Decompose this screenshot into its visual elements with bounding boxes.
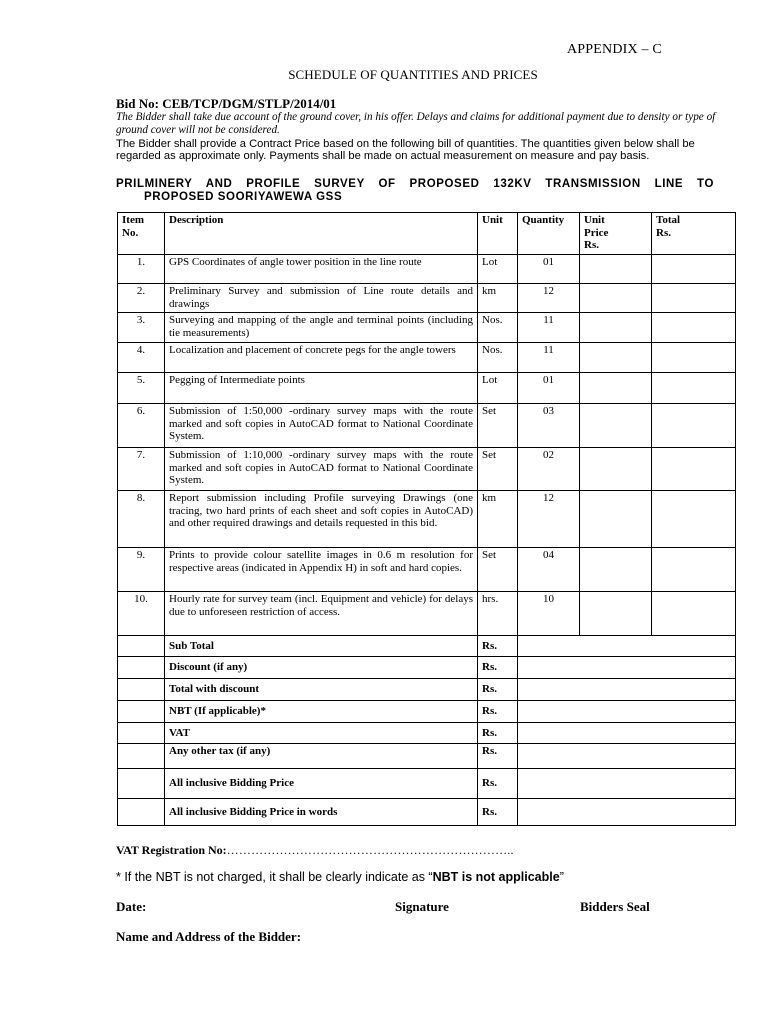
table-row	[118, 548, 736, 592]
appendix-label: APPENDIX – C	[567, 42, 662, 57]
section-heading-line1: PRILMINERY AND PROFILE SURVEY OF PROPOSED 132KV TRANSMISSION LINE TO	[116, 178, 714, 190]
item-unit: Lot	[478, 373, 518, 404]
item-number: 2.	[118, 284, 165, 313]
unit-price-cell[interactable]	[580, 491, 652, 548]
contract-price-instruction: The Bidder shall provide a Contract Price based on the following bill of quantities. The quantities given below shall be regarded as approximate only. Payments shall be made on actual measurement on measure and pay basis.	[116, 138, 695, 162]
summary-label: All inclusive Bidding Price	[165, 769, 478, 799]
summary-amount-cell[interactable]	[518, 679, 736, 701]
item-number: 10.	[118, 592, 165, 636]
summary-spacer	[118, 657, 165, 679]
summary-currency: Rs.	[478, 701, 518, 723]
table-row	[118, 491, 736, 548]
vat-registration-label: VAT Registration No:	[116, 843, 227, 857]
unit-price-cell[interactable]	[580, 404, 652, 448]
item-number: 1.	[118, 255, 165, 284]
bidder-name-address-label: Name and Address of the Bidder:	[116, 929, 302, 944]
summary-label: NBT (If applicable)*	[165, 701, 478, 723]
item-description: Localization and placement of concrete pegs for the angle towers	[165, 343, 478, 373]
item-unit: Set	[478, 404, 518, 448]
summary-label: All inclusive Bidding Price in words	[165, 799, 478, 826]
item-description: Prints to provide colour satellite images in 0.6 m resolution for respective areas (indicated in Appendix H) in soft and hard copies.	[165, 548, 478, 592]
item-unit: km	[478, 284, 518, 313]
summary-amount-cell[interactable]	[518, 799, 736, 826]
item-quantity: 11	[518, 343, 580, 373]
item-quantity: 03	[518, 404, 580, 448]
summary-label: Discount (if any)	[165, 657, 478, 679]
summary-amount-cell[interactable]	[518, 769, 736, 799]
header-unit-price: Unit Price Rs.	[580, 213, 652, 255]
ground-cover-note: The Bidder shall take due account of the ground cover, in his offer. Delays and claims for additional payment due to density or type of ground cover will not be considered.	[116, 111, 716, 136]
header-description: Description	[165, 213, 478, 255]
item-quantity: 12	[518, 284, 580, 313]
summary-spacer	[118, 769, 165, 799]
item-unit: Nos.	[478, 313, 518, 343]
item-quantity: 01	[518, 373, 580, 404]
nbt-note-suffix: ”	[559, 870, 564, 884]
page-title: SCHEDULE OF QUANTITIES AND PRICES	[288, 67, 538, 82]
item-unit: Set	[478, 548, 518, 592]
summary-currency: Rs.	[478, 679, 518, 701]
table-row	[118, 448, 736, 491]
item-description: Hourly rate for survey team (incl. Equipment and vehicle) for delays due to unforeseen restriction of access.	[165, 592, 478, 636]
summary-currency: Rs.	[478, 769, 518, 799]
unit-price-cell[interactable]	[580, 373, 652, 404]
section-heading-line2: PROPOSED SOORIYAWEWA GSS	[144, 191, 343, 203]
total-cell[interactable]	[652, 255, 736, 284]
summary-amount-cell[interactable]	[518, 744, 736, 769]
summary-row-other-tax	[118, 744, 736, 769]
summary-spacer	[118, 723, 165, 744]
summary-currency: Rs.	[478, 723, 518, 744]
total-cell[interactable]	[652, 491, 736, 548]
summary-amount-cell[interactable]	[518, 723, 736, 744]
vat-registration-field[interactable]: ……………………………………………………………..	[226, 843, 514, 857]
bidders-seal-label: Bidders Seal	[580, 899, 650, 914]
summary-spacer	[118, 679, 165, 701]
total-cell[interactable]	[652, 592, 736, 636]
item-description: Pegging of Intermediate points	[165, 373, 478, 404]
item-quantity: 04	[518, 548, 580, 592]
item-quantity: 10	[518, 592, 580, 636]
summary-row-price-in-words	[118, 799, 736, 826]
vat-registration-line	[116, 843, 514, 858]
summary-row-sub-total	[118, 636, 736, 657]
summary-spacer	[118, 744, 165, 769]
item-description: GPS Coordinates of angle tower position in the line route	[165, 255, 478, 284]
summary-currency: Rs.	[478, 799, 518, 826]
summary-label: Total with discount	[165, 679, 478, 701]
summary-row-total-with-discount	[118, 679, 736, 701]
item-number: 4.	[118, 343, 165, 373]
table-row	[118, 592, 736, 636]
item-number: 6.	[118, 404, 165, 448]
unit-price-cell[interactable]	[580, 313, 652, 343]
table-row	[118, 284, 736, 313]
summary-row-nbt	[118, 701, 736, 723]
item-number: 9.	[118, 548, 165, 592]
header-item-no: Item No.	[118, 213, 165, 255]
item-quantity: 12	[518, 491, 580, 548]
item-unit: km	[478, 491, 518, 548]
table-row	[118, 373, 736, 404]
unit-price-cell[interactable]	[580, 548, 652, 592]
item-description: Surveying and mapping of the angle and terminal points (including tie measurements)	[165, 313, 478, 343]
table-row	[118, 255, 736, 284]
summary-label: Sub Total	[165, 636, 478, 657]
summary-spacer	[118, 799, 165, 826]
summary-label: Any other tax (if any)	[165, 744, 478, 769]
unit-price-cell[interactable]	[580, 592, 652, 636]
bid-number: Bid No: CEB/TCP/DGM/STLP/2014/01	[116, 96, 337, 111]
total-cell[interactable]	[652, 284, 736, 313]
item-description: Submission of 1:10,000 -ordinary survey maps with the route marked and soft copies in AutoCAD format to National Coordinate System.	[165, 448, 478, 491]
item-description: Report submission including Profile surveying Drawings (one tracing, two hard prints of each sheet and soft copies in AutoCAD) and other required drawings and details requested in this bid.	[165, 491, 478, 548]
unit-price-cell[interactable]	[580, 448, 652, 491]
nbt-note-prefix: * If the NBT is not charged, it shall be clearly indicate as “	[116, 870, 433, 884]
item-number: 5.	[118, 373, 165, 404]
header-total: Total Rs.	[652, 213, 736, 255]
item-quantity: 02	[518, 448, 580, 491]
header-unit: Unit	[478, 213, 518, 255]
table-row	[118, 343, 736, 373]
item-quantity: 11	[518, 313, 580, 343]
summary-label: VAT	[165, 723, 478, 744]
total-cell[interactable]	[652, 404, 736, 448]
summary-currency: Rs.	[478, 744, 518, 769]
header-quantity: Quantity	[518, 213, 580, 255]
nbt-note	[116, 870, 564, 884]
date-label: Date:	[116, 899, 147, 914]
table-header-row	[118, 213, 736, 255]
summary-row-discount	[118, 657, 736, 679]
summary-amount-cell[interactable]	[518, 636, 736, 657]
item-description: Submission of 1:50,000 -ordinary survey maps with the route marked and soft copies in AutoCAD format to National Coordinate System.	[165, 404, 478, 448]
summary-spacer	[118, 636, 165, 657]
item-number: 7.	[118, 448, 165, 491]
item-number: 3.	[118, 313, 165, 343]
total-cell[interactable]	[652, 313, 736, 343]
table-row	[118, 313, 736, 343]
summary-spacer	[118, 701, 165, 723]
total-cell[interactable]	[652, 343, 736, 373]
item-unit: Set	[478, 448, 518, 491]
summary-row-all-inclusive-price	[118, 769, 736, 799]
item-unit: hrs.	[478, 592, 518, 636]
item-quantity: 01	[518, 255, 580, 284]
summary-row-vat	[118, 723, 736, 744]
signature-label: Signature	[395, 899, 449, 914]
summary-amount-cell[interactable]	[518, 657, 736, 679]
table-row	[118, 404, 736, 448]
summary-currency: Rs.	[478, 636, 518, 657]
item-description: Preliminary Survey and submission of Line route details and drawings	[165, 284, 478, 313]
item-unit: Lot	[478, 255, 518, 284]
summary-amount-cell[interactable]	[518, 701, 736, 723]
summary-currency: Rs.	[478, 657, 518, 679]
item-number: 8.	[118, 491, 165, 548]
unit-price-cell[interactable]	[580, 255, 652, 284]
bill-of-quantities-table	[117, 212, 736, 826]
total-cell[interactable]	[652, 548, 736, 592]
item-unit: Nos.	[478, 343, 518, 373]
total-cell[interactable]	[652, 373, 736, 404]
total-cell[interactable]	[652, 448, 736, 491]
unit-price-cell[interactable]	[580, 343, 652, 373]
nbt-note-emphasis: NBT is not applicable	[432, 870, 560, 884]
unit-price-cell[interactable]	[580, 284, 652, 313]
